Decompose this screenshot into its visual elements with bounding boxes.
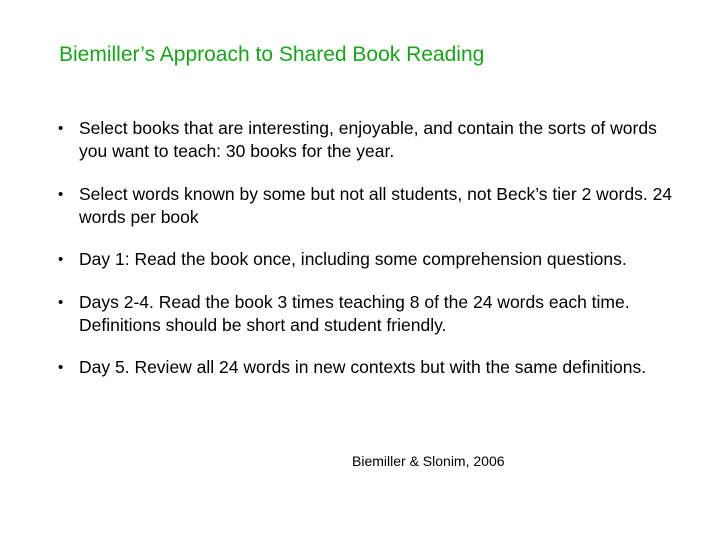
bullet-icon: • <box>58 293 64 311</box>
bullet-text: Select books that are interesting, enjoyable, and contain the sorts of words you want to teach: 30 books for the year. <box>79 118 657 161</box>
bullet-icon: • <box>58 251 64 268</box>
list-item <box>58 248 688 271</box>
list-item <box>58 117 688 163</box>
bullet-list <box>58 117 688 399</box>
bullet-icon: • <box>58 185 64 203</box>
bullet-text: Day 5. Review all 24 words in new contexts but with the same definitions. <box>79 357 647 377</box>
bullet-icon: • <box>58 359 64 376</box>
slide-title: Biemiller’s Approach to Shared Book Reading <box>59 43 485 66</box>
bullet-text: Select words known by some but not all students, not Beck’s tier 2 words. 24 words per book <box>79 183 673 227</box>
list-item <box>58 183 688 229</box>
bullet-icon: • <box>58 120 64 137</box>
bullet-text: Day 1: Read the book once, including some comprehension questions. <box>79 249 627 269</box>
list-item <box>58 291 688 337</box>
citation: Biemiller & Slonim, 2006 <box>352 453 505 469</box>
list-item <box>58 356 688 379</box>
bullet-text: Days 2-4. Read the book 3 times teaching 8 of the 24 words each time. Definitions should be short and student friendly. <box>79 291 630 335</box>
